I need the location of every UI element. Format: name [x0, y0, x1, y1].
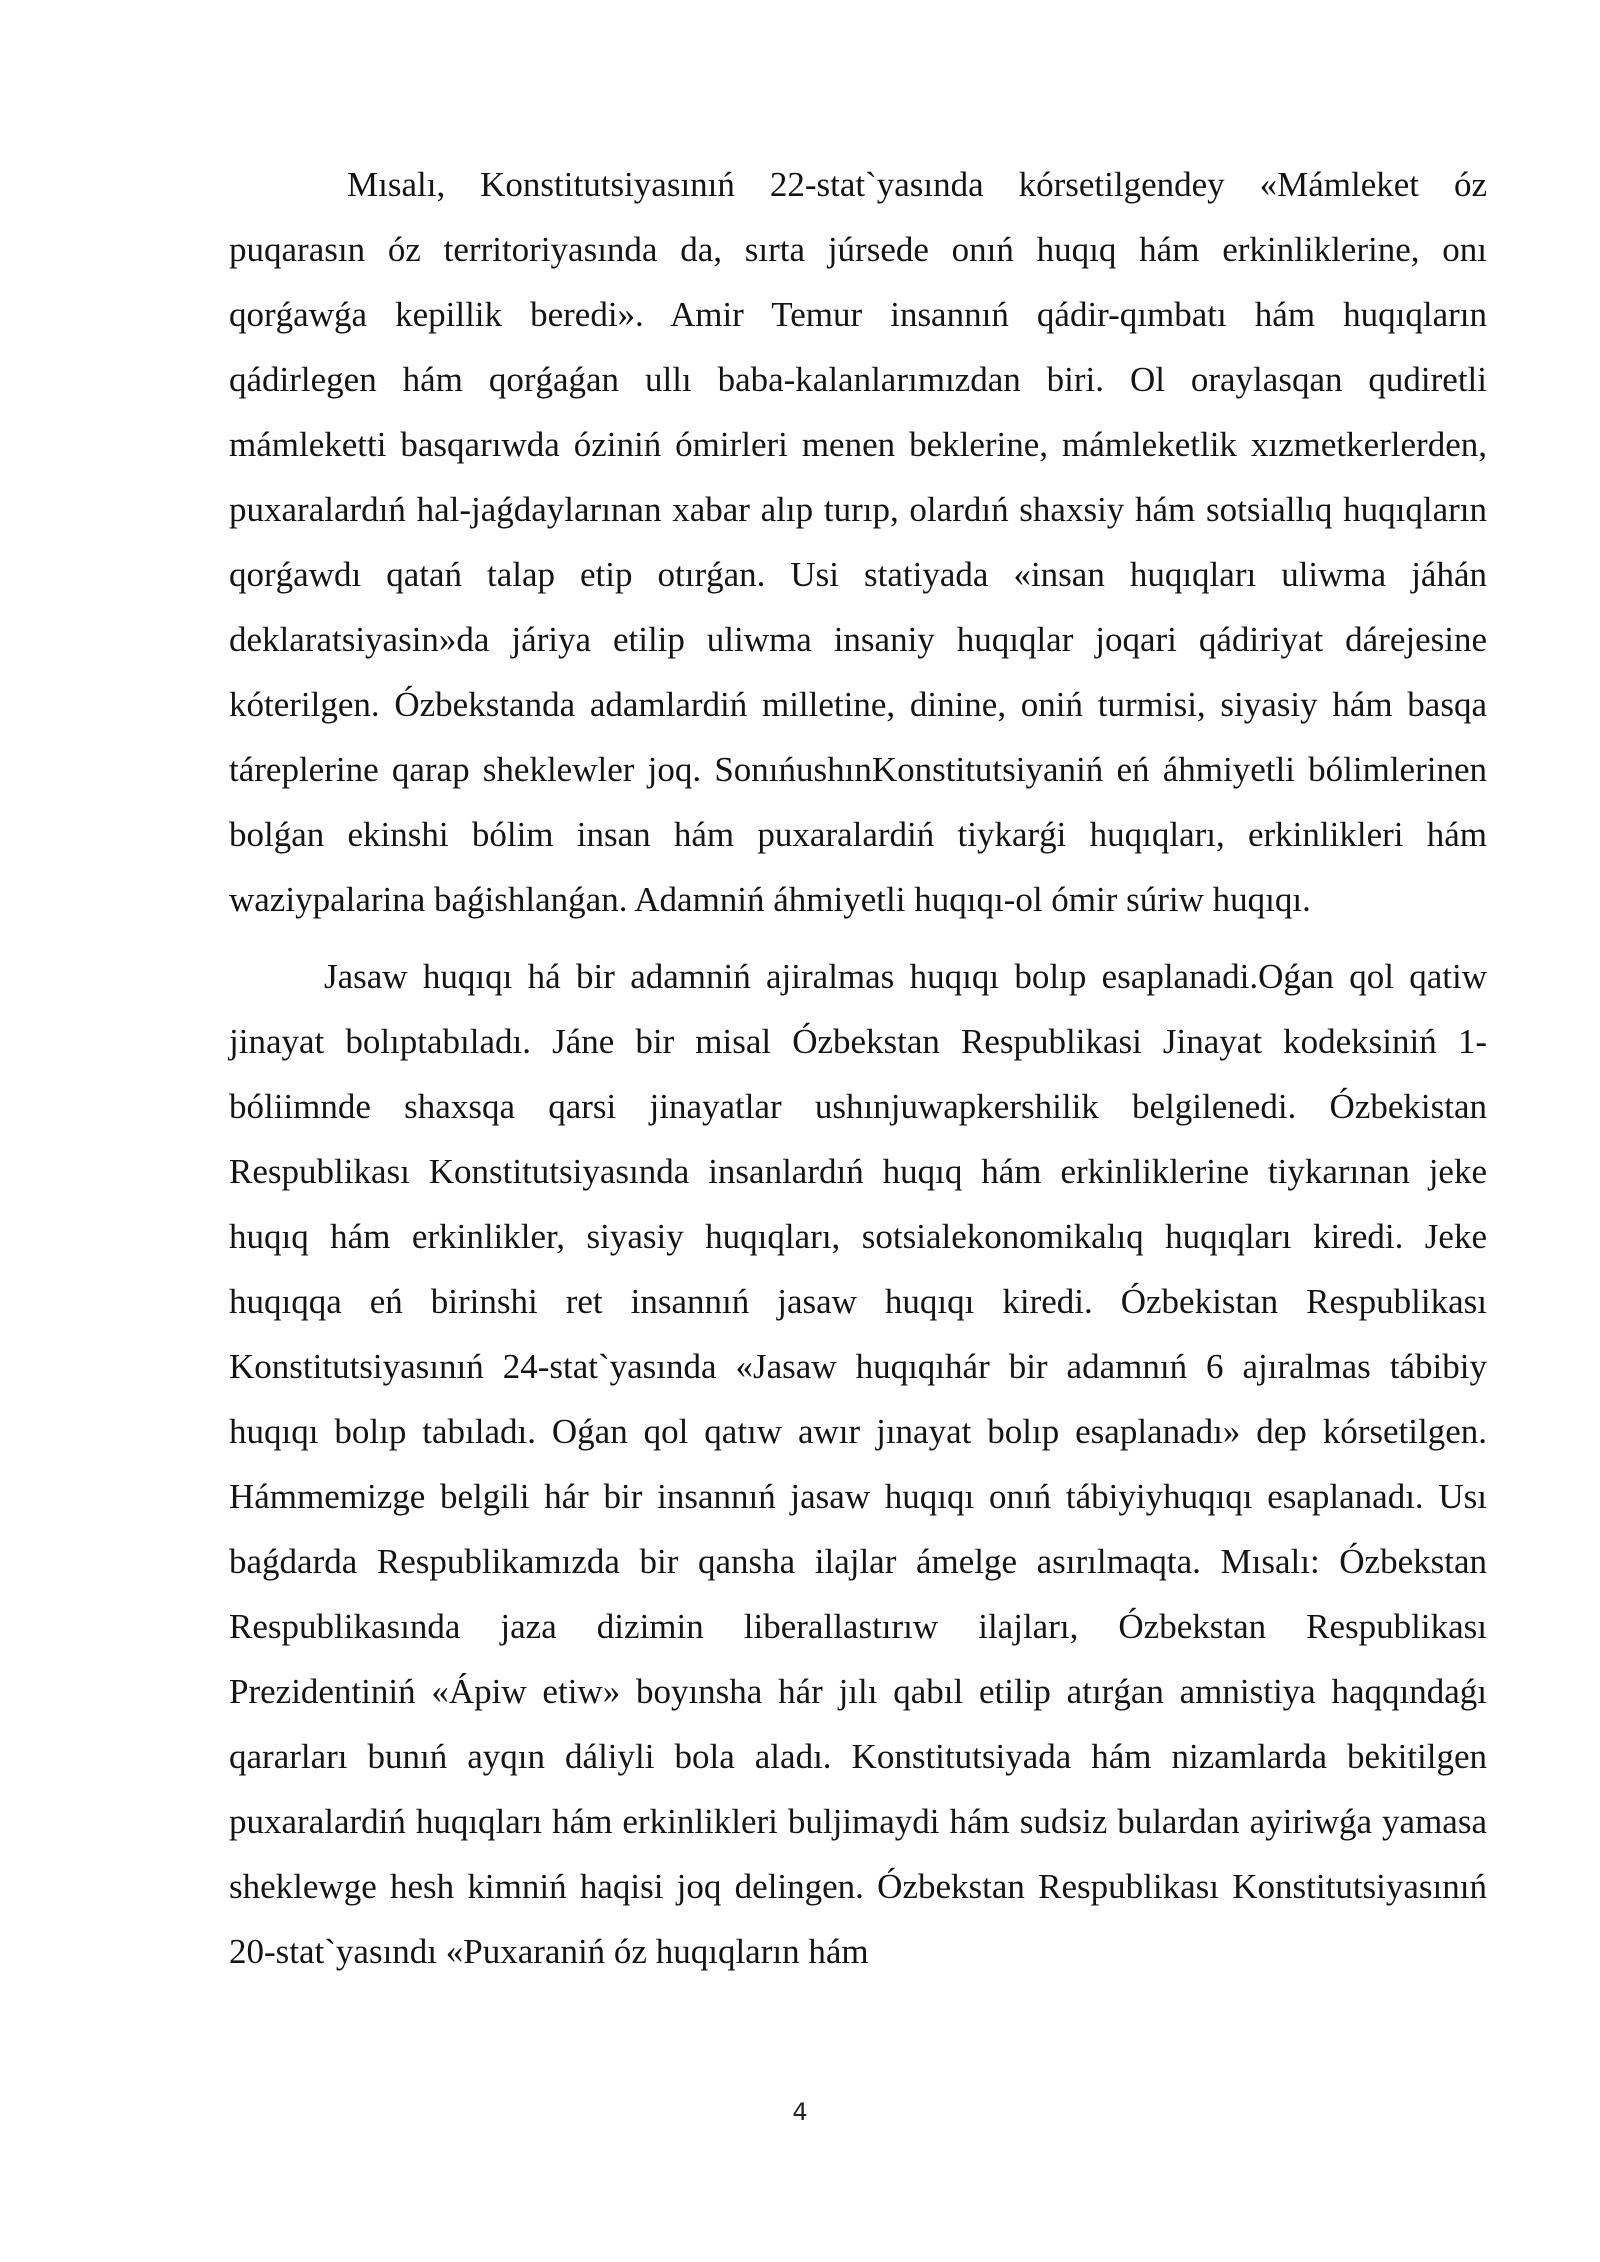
document-body	[229, 152, 1487, 1984]
paragraph: Mısalı, Konstitutsiyasınıń 22-stat`yasında kórsetilgendey «Mámleket óz puqarasın óz territoriyasında da, sırta júrsede onıń huqıq hám erkinliklerine, onı qorǵawǵa kepillik beredi». Amir Temur insannıń qádir-qımbatı hám huqıqların qádirlegen hám qorǵaǵan ullı baba-kalanlarımızdan biri. Ol oraylasqan qudiretli mámleketti basqarıwda óziniń ómirleri menen beklerine, mámleketlik xızmetkerlerden, puxaralardıń hal-jaǵdaylarınan xabar alıp turıp, olardıń shaxsiy hám sotsiallıq huqıqların qorǵawdı qatań talap etip otırǵan. Usi statiyada «insan huqıqları uliwma jáhán deklaratsiyasin»da járiya etilip uliwma insaniy huqıqlar joqari qádiriyat dárejesine kóterilgen. Ózbekstanda adamlardiń milletine, dinine, oniń turmisi, siyasiy hám basqa táreplerine qarap sheklewler joq. SonıńushınKonstitutsiyaniń eń áhmiyetli bólimlerinen bolǵan ekinshi bólim insan hám puxaralardiń tiykarǵi huqıqları, erkinlikleri hám waziypalarina baǵishlanǵan. Adamniń áhmiyetli huqıqı-ol ómir súriw huqıqı.	[229, 165, 1487, 919]
page-number: 4	[792, 2098, 808, 2126]
paragraph: Jasaw huqıqı há bir adamniń ajiralmas huqıqı bolıp esaplanadi.Oǵan qol qatiw jinayat bolıptabıladı. Jáne bir misal Ózbekstan Respublikasi Jinayat kodeksiniń 1-bóliimnde shaxsqa qarsi jinayatlar ushınjuwapkershilik belgilenedi. Ózbekistan Respublikası Konstitutsiyasında insanlardıń huqıq hám erkinliklerine tiykarınan jeke huqıq hám erkinlikler, siyasiy huqıqları, sotsialekonomikalıq huqıqları kiredi. Jeke huqıqqa eń birinshi ret insannıń jasaw huqıqı kiredi. Ózbekistan Respublikası Konstitutsiyasınıń 24-stat`yasında «Jasaw huqıqıhár bir adamnıń 6 ajıralmas tábibiy huqıqı bolıp tabıladı. Oǵan qol qatıw awır jınayat bolıp esaplanadı» dep kórsetilgen. Hámmemizge belgili hár bir insannıń jasaw huqıqı onıń tábiyiyhuqıqı esaplanadı. Usı baǵdarda Respublikamızda bir qansha ilajlar ámelge asırılmaqta. Mısalı: Ózbekstan Respublikasında jaza dizimin liberallastırıw ilajları, Ózbekstan Respublikası Prezidentiniń «Ápiw etiw» boyınsha hár jılı qabıl etilip atırǵan amnistiya haqqındaǵı qararları bunıń ayqın dáliyli bola aladı. Konstitutsiyada hám nizamlarda bekitilgen puxaralardiń huqıqları hám erkinlikleri buljimaydi hám sudsiz bulardan ayiriwǵa yamasa sheklewge hesh kimniń haqisi joq delingen. Ózbekstan Respublikası Konstitutsiyasınıń 20-stat`yasındı «Puxaraniń óz huqıqların hám	[229, 957, 1487, 1971]
